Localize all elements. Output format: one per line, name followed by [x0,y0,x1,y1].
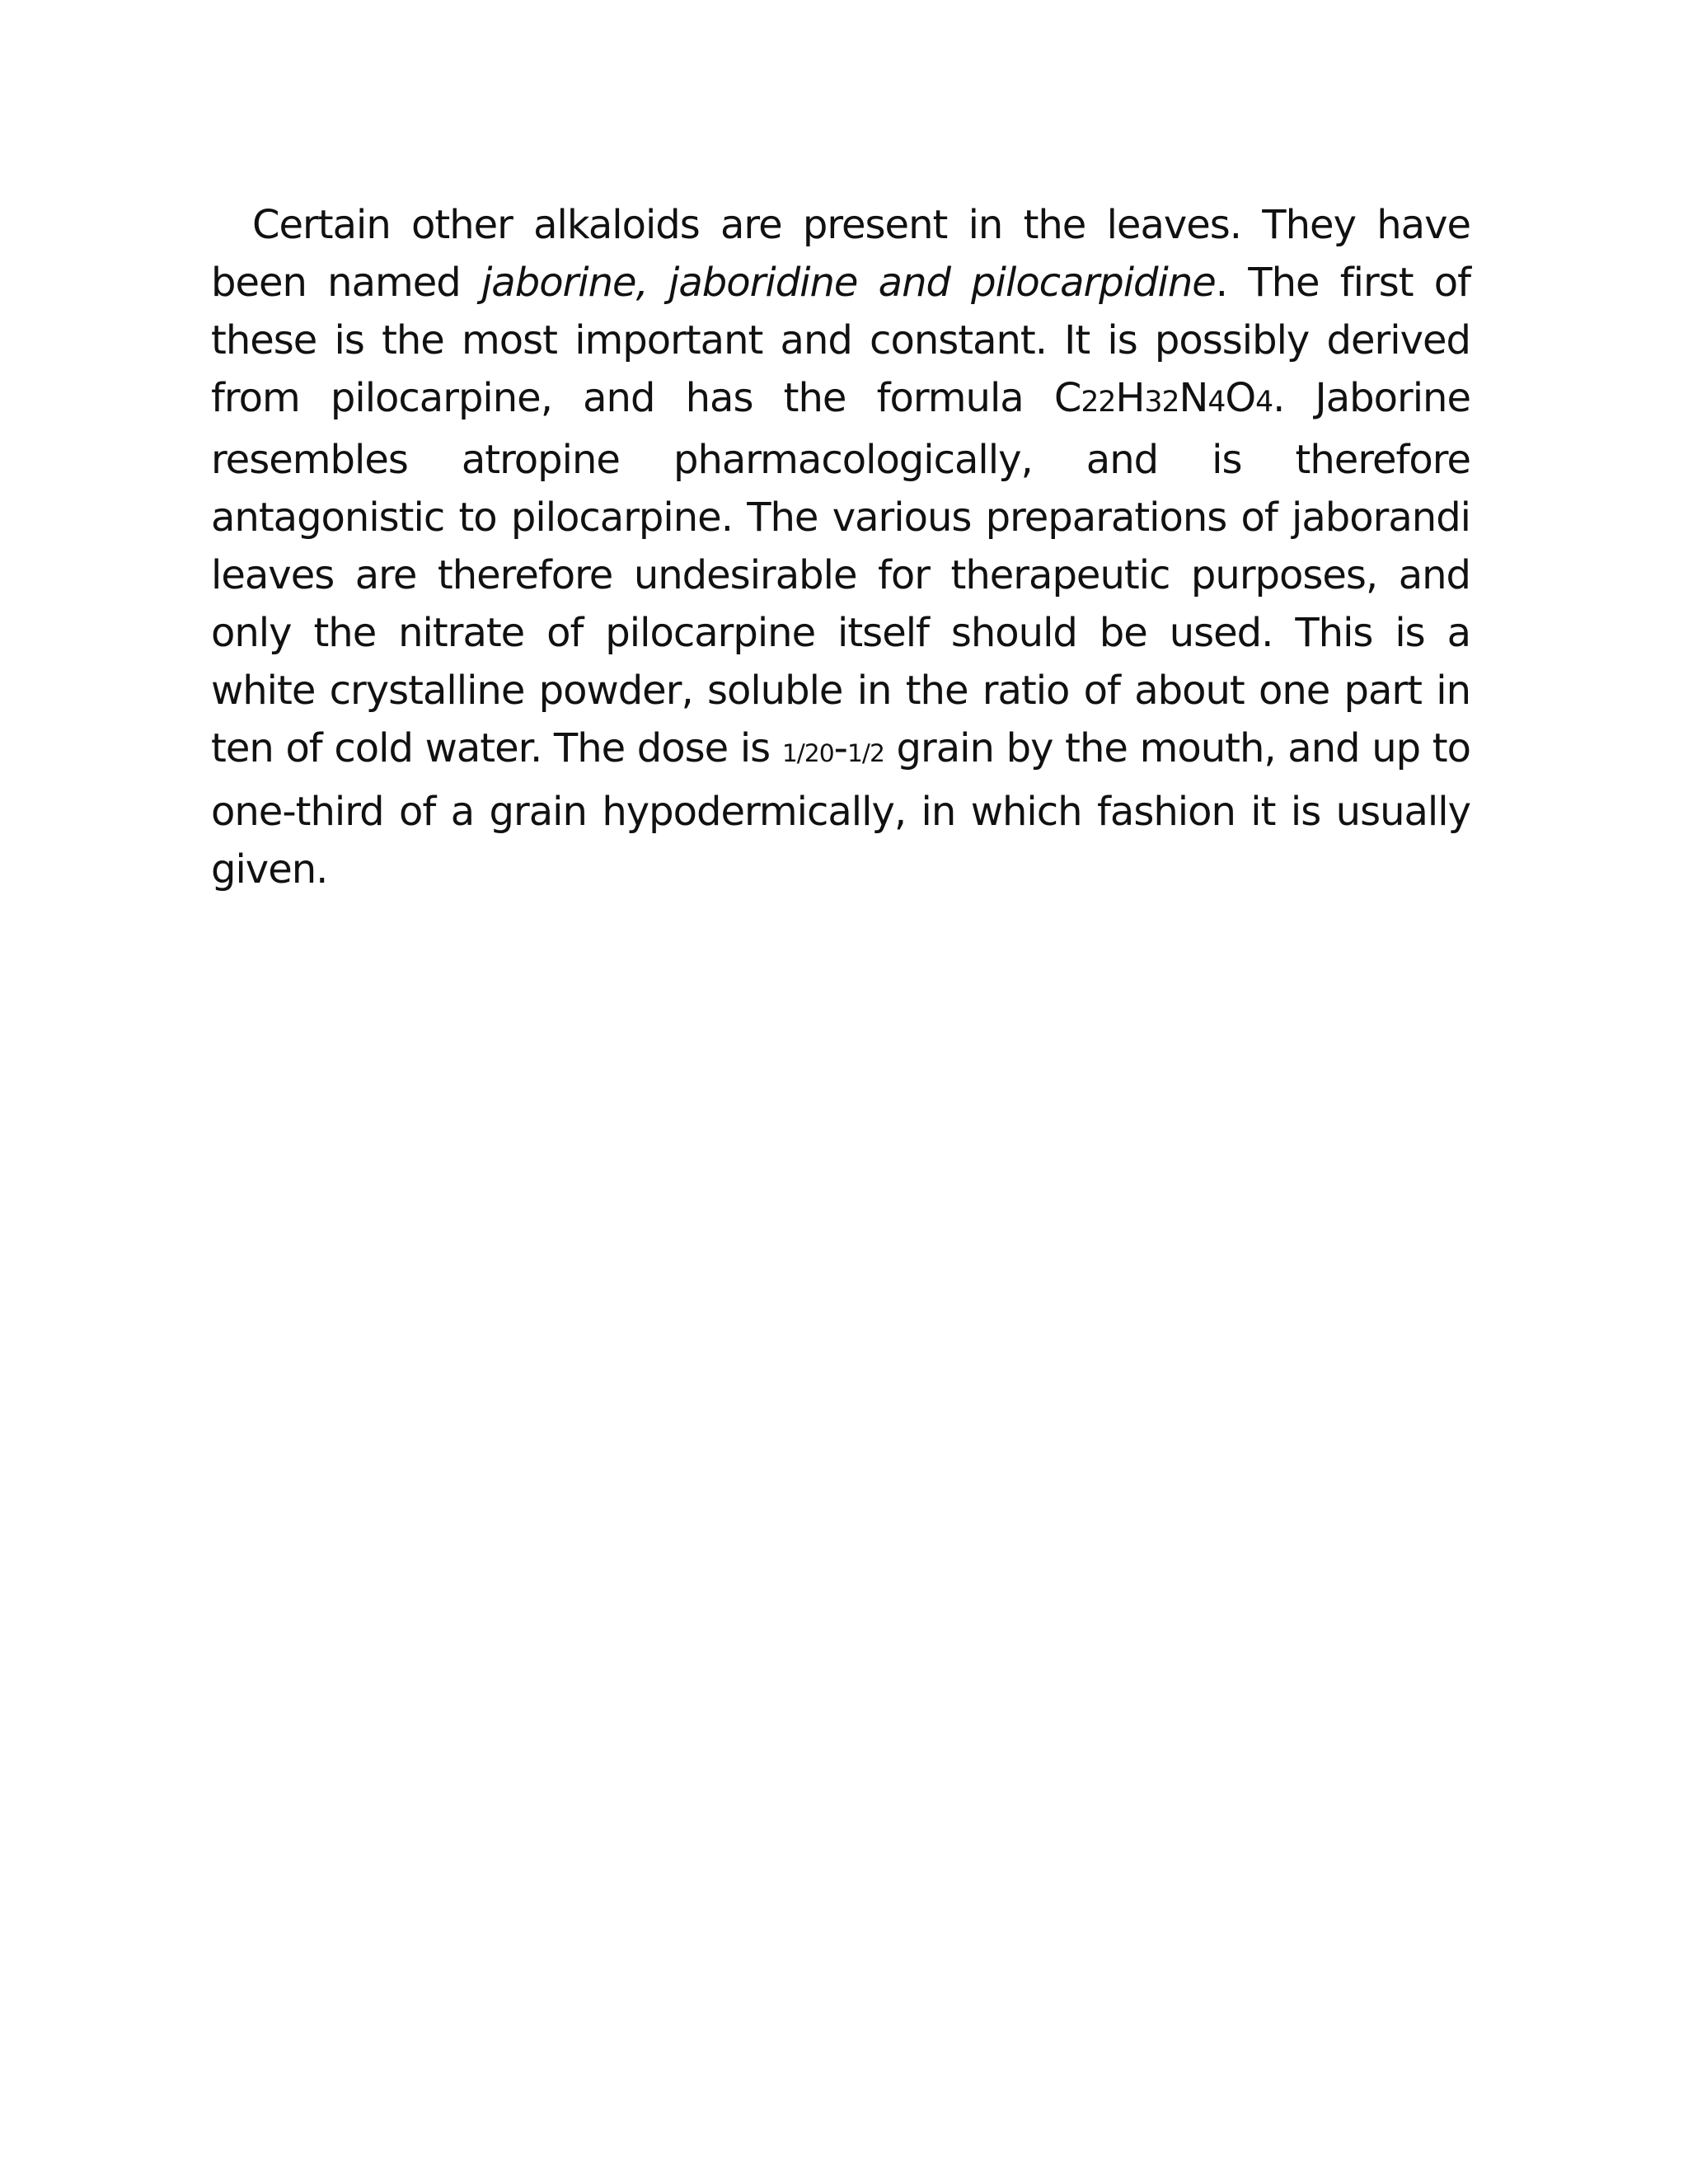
formula-count-n: 4 [1207,386,1226,419]
dose-separator: - [833,725,847,771]
alkaloid-names: jaborine, jaboridine and pilocarpidine [481,260,1216,306]
formula-element-c: C [1053,375,1081,421]
body-paragraph [211,196,1470,898]
formula-count-h: 32 [1144,386,1179,419]
paragraph-text-intro: Certain other alkaloids are present in the leaves. They have been named [211,202,1470,306]
formula-count-c: 22 [1081,386,1116,419]
dose-min-fraction: 1/20 [781,739,834,768]
formula-element-h: H [1115,375,1145,421]
paragraph-text-closing: grain by the mouth, and up to one-third of a grain hypodermically, in which fashion it is usually given. [211,725,1470,893]
paragraph-text-main: . Jaborine resembles atropine pharmacologically, and is therefore antagonistic to pilocarpine. The various preparations of jaborandi leaves are therefore undesirable for therapeutic purposes, and only the nitrate of pilocarpine itself should be used. This is a white crystalline powder, soluble in the ratio of about one part in ten of cold water. The dose is [211,375,1470,771]
formula-element-o: O [1225,375,1256,421]
dose-max-fraction: 1/2 [847,739,884,768]
formula-element-n: N [1179,375,1208,421]
chemical-formula [1054,375,1273,421]
paragraph-text-formula-intro: . The first of these is the most important and constant. It is possibly derived from pilocarpine, and has the formula [211,260,1471,421]
formula-count-o: 4 [1255,386,1273,419]
